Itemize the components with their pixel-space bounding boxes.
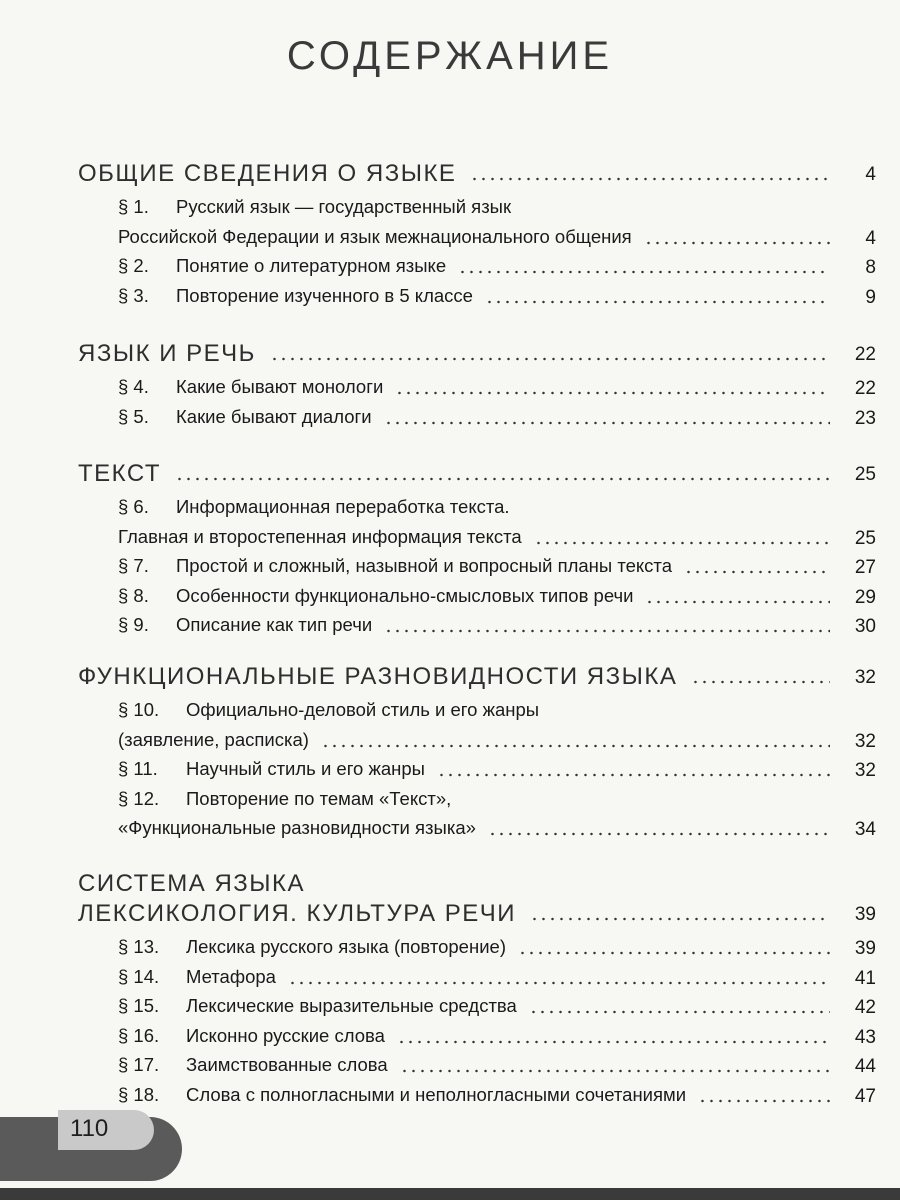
leader-dots <box>288 981 830 985</box>
paragraph-number: § 16. <box>118 1024 160 1046</box>
leader-dots <box>395 391 830 395</box>
leader-dots <box>321 744 830 748</box>
leader-dots <box>437 773 830 777</box>
entry-title: Заимствованные слова <box>186 1054 388 1075</box>
page-ref: 32 <box>854 667 876 688</box>
paragraph-number: § 5. <box>118 405 149 427</box>
leader-dots <box>384 421 830 425</box>
entry-title: Исконно русские слова <box>186 1024 385 1046</box>
page-ref: 42 <box>854 997 876 1018</box>
leader-dots <box>534 541 830 545</box>
leader-dots <box>529 1010 830 1014</box>
page-ref: 8 <box>865 257 876 278</box>
paragraph-number: § 15. <box>118 995 160 1016</box>
page-ref: 4 <box>865 227 876 249</box>
leader-dots <box>458 270 830 274</box>
paragraph-number: § 4. <box>118 376 149 397</box>
entry-title: Лексические выразительные средства <box>186 995 517 1016</box>
entry-title: «Функциональные разновидности языка» <box>118 817 476 838</box>
leader-dots <box>470 177 830 181</box>
bottom-edge <box>0 1188 900 1200</box>
leader-dots <box>400 1069 830 1073</box>
leader-dots <box>384 629 830 633</box>
paragraph-number: § 18. <box>118 1083 160 1105</box>
page-number: 110 <box>70 1115 109 1142</box>
leader-dots <box>644 241 830 245</box>
leader-dots <box>270 357 830 361</box>
paragraph-number: § 12. <box>118 787 160 809</box>
entry-title: Особенности функционально-смысловых типов речи <box>176 584 634 606</box>
page-ref: 39 <box>854 904 876 925</box>
paragraph-number: § 3. <box>118 284 149 306</box>
entry-title: Какие бывают монологи <box>176 376 384 397</box>
leader-dots <box>485 300 830 304</box>
entry-title: (заявление, расписка) <box>118 728 309 750</box>
entry-title: Слова с полногласными и неполногласными сочетаниями <box>186 1083 687 1105</box>
paragraph-number: § 14. <box>118 965 160 987</box>
entry-title: Информационная переработка текста. <box>176 496 510 517</box>
page-ref: 29 <box>854 586 876 608</box>
leader-dots <box>698 1099 830 1103</box>
leader-dots <box>645 600 830 604</box>
leader-dots <box>175 477 830 481</box>
page-ref: 22 <box>854 344 876 365</box>
page-ref: 32 <box>854 730 876 752</box>
leader-dots <box>518 951 830 955</box>
entry-title: Научный стиль и его жанры <box>186 758 425 779</box>
page-ref: 43 <box>854 1026 876 1048</box>
section-title: ЛЕКСИКОЛОГИЯ. КУЛЬТУРА РЕЧИ <box>78 900 517 927</box>
entry-title: Российской Федерации и язык межнационального общения <box>118 225 632 247</box>
page-title: СОДЕРЖАНИЕ <box>286 34 614 78</box>
paragraph-number: § 1. <box>118 196 149 217</box>
entry-title: Официально-деловой стиль и его жанры <box>186 699 540 720</box>
page-ref: 27 <box>854 557 876 578</box>
leader-dots <box>530 917 830 921</box>
entry-title: Понятие о литературном языке <box>176 255 447 276</box>
page-ref: 30 <box>854 616 876 637</box>
page-ref: 22 <box>854 378 876 399</box>
paragraph-number: § 8. <box>118 584 149 606</box>
leader-dots <box>488 832 830 836</box>
page-ref: 32 <box>854 760 876 781</box>
leader-dots <box>691 680 830 684</box>
paragraph-number: § 11. <box>118 758 158 779</box>
page-ref: 25 <box>854 464 876 485</box>
entry-title: Повторение изученного в 5 классе <box>176 284 473 306</box>
section-title: ТЕКСТ <box>78 460 162 487</box>
section-title: ЯЗЫК И РЕЧЬ <box>78 340 256 367</box>
entry-title: Метафора <box>186 965 276 987</box>
entry-title: Лексика русского языка (повторение) <box>186 936 506 957</box>
paragraph-number: § 17. <box>118 1054 160 1075</box>
page-ref: 34 <box>854 819 876 840</box>
page-ref: 25 <box>854 527 876 549</box>
page-ref: 41 <box>854 967 876 989</box>
paragraph-number: § 7. <box>118 555 149 576</box>
entry-title: Главная и второстепенная информация текста <box>118 525 522 547</box>
entry-title: Повторение по темам «Текст», <box>186 787 452 809</box>
section-title: ФУНКЦИОНАЛЬНЫЕ РАЗНОВИДНОСТИ ЯЗЫКА <box>78 663 678 690</box>
leader-dots <box>397 1040 830 1044</box>
section-title: ОБЩИЕ СВЕДЕНИЯ О ЯЗЫКЕ <box>78 160 457 187</box>
section-title: СИСТЕМА ЯЗЫКА <box>78 870 306 897</box>
page-ref: 4 <box>865 164 876 185</box>
paragraph-number: § 2. <box>118 255 149 276</box>
paragraph-number: § 6. <box>118 496 149 517</box>
paragraph-number: § 9. <box>118 614 149 635</box>
page-ref: 23 <box>854 407 876 429</box>
page-ref: 39 <box>854 938 876 959</box>
page-ref: 9 <box>865 286 876 308</box>
paragraph-number: § 13. <box>118 936 160 957</box>
page-ref: 47 <box>854 1085 876 1107</box>
leader-dots <box>684 570 830 574</box>
page-ref: 44 <box>854 1056 876 1077</box>
entry-title: Описание как тип речи <box>176 614 373 635</box>
entry-title: Простой и сложный, назывной и вопросный планы текста <box>176 555 672 576</box>
entry-title: Русский язык — государственный язык <box>176 196 512 217</box>
paragraph-number: § 10. <box>118 699 160 720</box>
entry-title: Какие бывают диалоги <box>176 405 372 427</box>
